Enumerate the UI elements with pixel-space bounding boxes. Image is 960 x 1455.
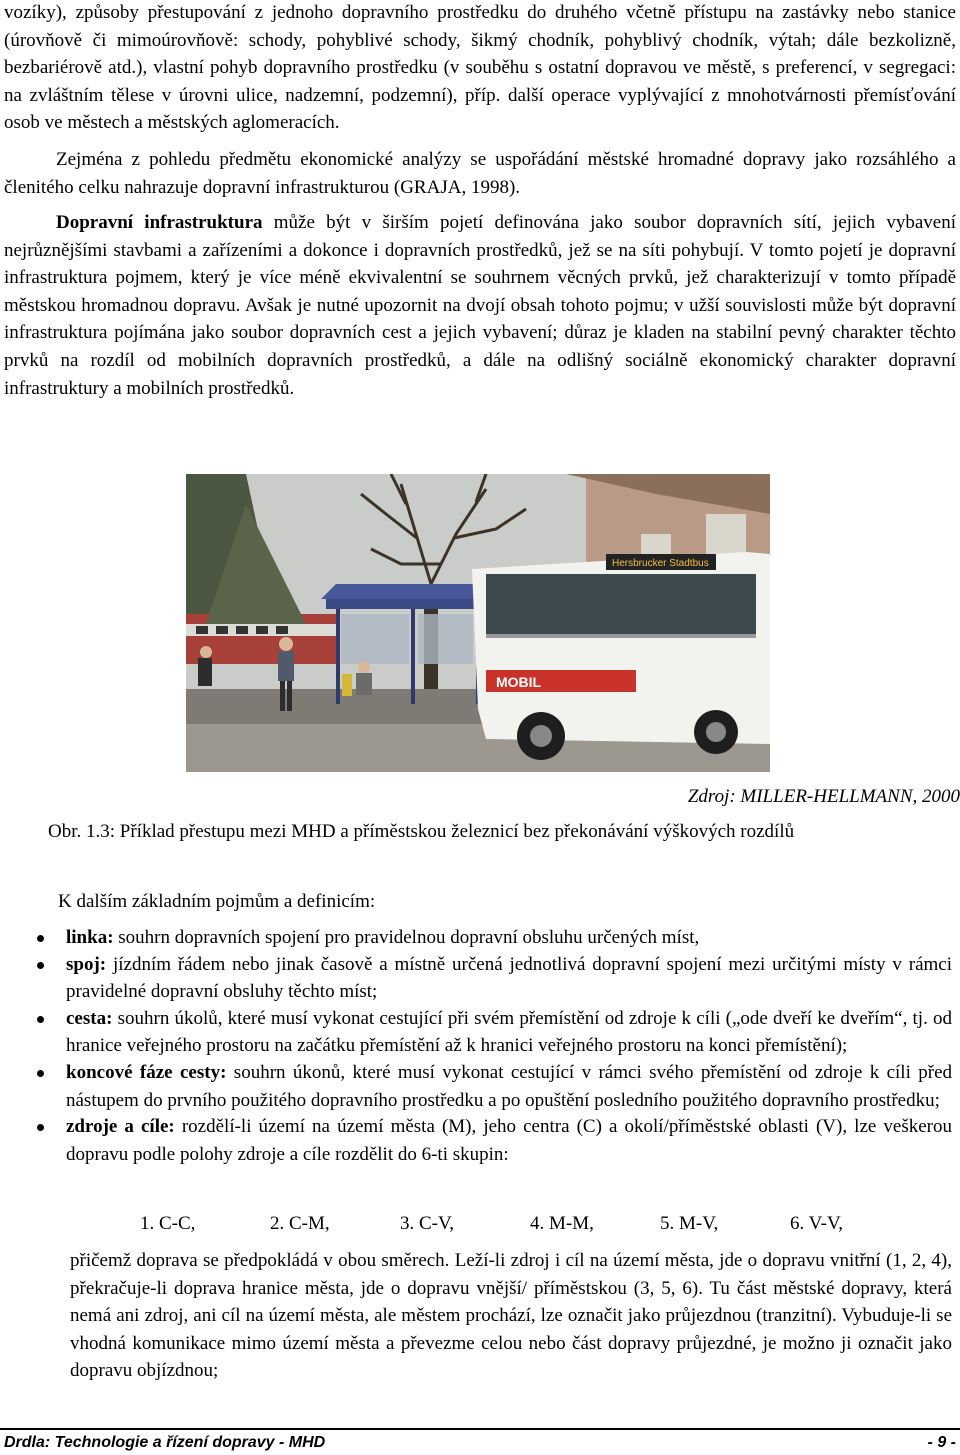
group-item: 2. C-M,	[270, 1213, 330, 1234]
bus-destination-sign: Hersbrucker Stadtbus	[612, 558, 709, 569]
list-item	[0, 951, 952, 1006]
definition-text: rozdělí-li území na území města (M), jeho centra (C) a okolí/příměstské oblasti (V), lze veškerou dopravu podle polohy zdroje a cíle rozdělit do 6-ti skupin:	[66, 1116, 952, 1165]
figure-caption: Obr. 1.3: Příklad přestupu mezi MHD a příměstskou železnicí bez překonávání výškových rozdílů	[48, 821, 795, 842]
definition-text: souhrn úkolů, které musí vykonat cestující při svém přemístění od zdroje k cíli („ode dveří ke dveřím“, tj. od hranice veřejného prostoru na začátku přemístění až k hranici veřejného prostoru na konci přemístění);	[66, 1007, 952, 1057]
figure-photo-bus-stop	[186, 474, 770, 772]
footer-rule	[0, 1428, 960, 1430]
list-item	[0, 1059, 952, 1114]
definition-text: jízdním řádem nebo jinak časově a místně určená jednotlivá dopravní spojení mezi určitými místy v rámci pravidelné dopravní obsluhy těchto míst;	[66, 953, 952, 1003]
svg-text:MOBIL: MOBIL	[496, 674, 542, 690]
group-item: 6. V-V,	[790, 1213, 843, 1234]
paragraph-3-text: může být v širším pojetí definována jako soubor dopravních sítí, jejich vybavení nejrůznějšími stavbami a zařízeními a dokonce i dopravních prostředků, jež se na síti pohybují. V tomto pojetí je dopravní infrastruktura pojmem, který je více méně ekvivalentní se souhrnem věcných prvků, jež charakterizují v tomto případě městskou hromadnou dopravu. Avšak je nutné upozornit na dvojí obsah tohoto pojmu; v užší souvislosti může být dopravní infrastruktura pojímána jako soubor dopravních cest a jejich vybavení; důraz je kladen na stabilní pevný charakter těchto prvků na rozdíl od mobilních dopravních prostředků, a dále na odlišný sociálně ekonomický charakter dopravní infrastruktury a mobilních prostředků.	[4, 212, 956, 399]
bullet-icon	[37, 962, 44, 969]
definition-term: zdroje a cíle:	[66, 1116, 175, 1138]
figure-source: Zdroj: MILLER-HELLMANN, 2000	[687, 786, 960, 807]
definition-term: cesta:	[66, 1007, 113, 1029]
page-footer	[0, 1432, 960, 1454]
paragraph-2: Zejména z pohledu předmětu ekonomické analýzy se uspořádání městské hromadné dopravy jako rozsáhlého a členitého celku nahrazuje dopravní infrastrukturou (GRAJA, 1998).	[4, 149, 956, 198]
definition-text: souhrn úkonů, které musí vykonat cestující v rámci svého přemístění od zdroje k cíli před nástupem do prvního použitého dopravního prostředku a po opuštění posledního použitého dopravního prostředku;	[66, 1061, 953, 1111]
group-item: 5. M-V,	[660, 1213, 719, 1234]
groups-explanation: přičemž doprava se předpokládá v obou směrech. Leží-li zdroj i cíl na území města, jde o dopravu vnitřní (1, 2, 4), překračuje-li doprava hranice města, jde o dopravu vnější/ příměstskou (3, 5, 6). Tu část městské dopravy, která nemá ani zdroj, ani cíl na území města, ale městem prochází, lze označit jako průjezdnou (tranzitní). Vybuduje-li se vhodná komunikace mimo území města a převezme celou nebo část dopravy průjezdné, je možno ji označit jako dopravu objízdnou;	[70, 1250, 952, 1382]
group-item: 3. C-V,	[400, 1213, 455, 1234]
definition-term: spoj:	[66, 953, 107, 975]
source-destination-groups	[140, 1210, 920, 1238]
bullet-icon	[37, 1070, 44, 1077]
footer-title: Drdla: Technologie a řízení dopravy - MHD	[4, 1434, 326, 1451]
list-item	[0, 924, 952, 952]
definitions-intro: K dalším základním pojmům a definicím:	[58, 891, 376, 912]
page-number: - 9 -	[927, 1434, 956, 1451]
definition-term: linka:	[66, 927, 114, 948]
bullet-icon	[37, 1016, 44, 1023]
paragraph-3	[4, 209, 956, 402]
list-item	[0, 1005, 952, 1060]
paragraph-1: vozíky), způsoby přestupování z jednoho dopravního prostředku do druhého včetně přístupu na zastávky nebo stanice (úrovňově či mimoúrovňově: schody, pohyblivé schody, šikmý chodník, pohyblivý chodník, výtah; dále bezkolizně, bezbariérově atd.), vlastní pohyb dopravního prostředku (v souběhu s ostatní dopravou ve městě, s preferencí, v segregaci: na zvláštním tělese v úrovni ulice, nadzemní, podzemní), příp. další operace vyplývající z mnohotvárnosti přemísťování osob ve městech a městských aglomeracích.	[4, 2, 956, 134]
bullet-icon	[37, 935, 44, 942]
term-dopravni-infrastruktura: Dopravní infrastruktura	[56, 212, 263, 233]
bullet-icon	[37, 1124, 44, 1131]
definition-term: koncové fáze cesty:	[66, 1061, 227, 1083]
definition-text: souhrn dopravních spojení pro pravidelnou dopravní obsluhu určených míst,	[113, 927, 700, 948]
list-item	[0, 1113, 952, 1168]
group-item: 4. M-M,	[530, 1213, 594, 1234]
group-item: 1. C-C,	[140, 1213, 196, 1234]
definitions-list	[0, 924, 952, 1167]
